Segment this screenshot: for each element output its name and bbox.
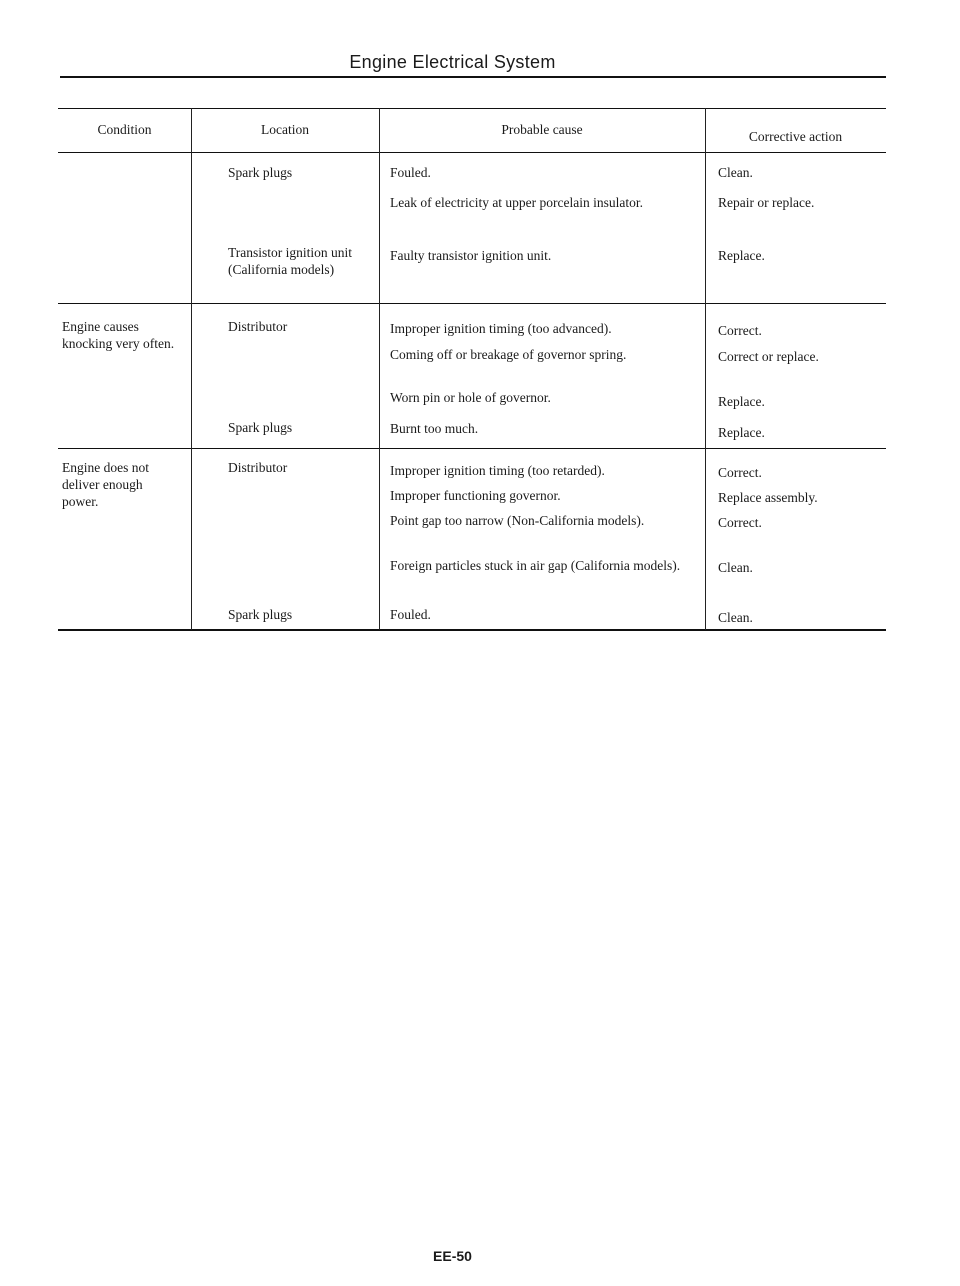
location-cell: Spark plugs xyxy=(228,607,293,622)
action-cell: Correct. xyxy=(718,465,762,480)
header-location: Location xyxy=(261,122,309,137)
cause-cell: Faulty transistor ignition unit. xyxy=(390,248,552,263)
cause-cell: Improper ignition timing (too retarded). xyxy=(390,463,605,478)
action-cell: Replace. xyxy=(718,394,765,409)
header-rule xyxy=(58,152,886,153)
action-cell: Clean. xyxy=(718,560,753,575)
page-number: EE-50 xyxy=(433,1248,472,1264)
condition-cell: Engine causes knocking very often. xyxy=(62,319,175,351)
cause-cell: Improper functioning governor. xyxy=(390,488,561,503)
cause-cell: Foreign particles stuck in air gap (California models). xyxy=(390,558,681,573)
cause-cell: Fouled. xyxy=(390,165,431,180)
group-divider-1 xyxy=(58,303,886,304)
column-divider-2 xyxy=(379,108,380,630)
title-rule xyxy=(60,76,886,78)
group-divider-2 xyxy=(58,448,886,449)
header-probable-cause: Probable cause xyxy=(501,122,583,137)
location-cell: Spark plugs xyxy=(228,420,293,435)
action-cell: Repair or replace. xyxy=(718,195,815,210)
cause-cell: Point gap too narrow (Non-California models). xyxy=(390,513,645,528)
location-cell: Spark plugs xyxy=(228,165,293,180)
cause-cell: Fouled. xyxy=(390,607,431,622)
action-cell: Correct. xyxy=(718,323,762,338)
cause-cell: Leak of electricity at upper porcelain insulator. xyxy=(390,195,644,210)
cause-cell: Burnt too much. xyxy=(390,421,479,436)
action-cell: Replace assembly. xyxy=(718,490,818,505)
column-divider-3 xyxy=(705,108,706,630)
action-cell: Replace. xyxy=(718,248,765,263)
column-divider-1 xyxy=(191,108,192,630)
table-bottom-rule xyxy=(58,629,886,631)
page-title: Engine Electrical System xyxy=(349,52,556,72)
action-cell: Correct. xyxy=(718,515,762,530)
action-cell: Clean. xyxy=(718,610,753,625)
location-cell: Transistor ignition unit (California models) xyxy=(228,245,353,277)
header-corrective-action: Corrective action xyxy=(748,129,843,144)
cause-cell: Improper ignition timing (too advanced). xyxy=(390,321,612,336)
action-cell: Replace. xyxy=(718,425,765,440)
cause-cell: Coming off or breakage of governor spring. xyxy=(390,347,627,362)
condition-cell: Engine does not deliver enough power. xyxy=(62,460,149,509)
action-cell: Clean. xyxy=(718,165,753,180)
table-top-rule xyxy=(58,108,886,109)
header-condition: Condition xyxy=(97,122,152,137)
action-cell: Correct or replace. xyxy=(718,349,819,364)
location-cell: Distributor xyxy=(228,319,288,334)
cause-cell: Worn pin or hole of governor. xyxy=(390,390,551,405)
location-cell: Distributor xyxy=(228,460,288,475)
